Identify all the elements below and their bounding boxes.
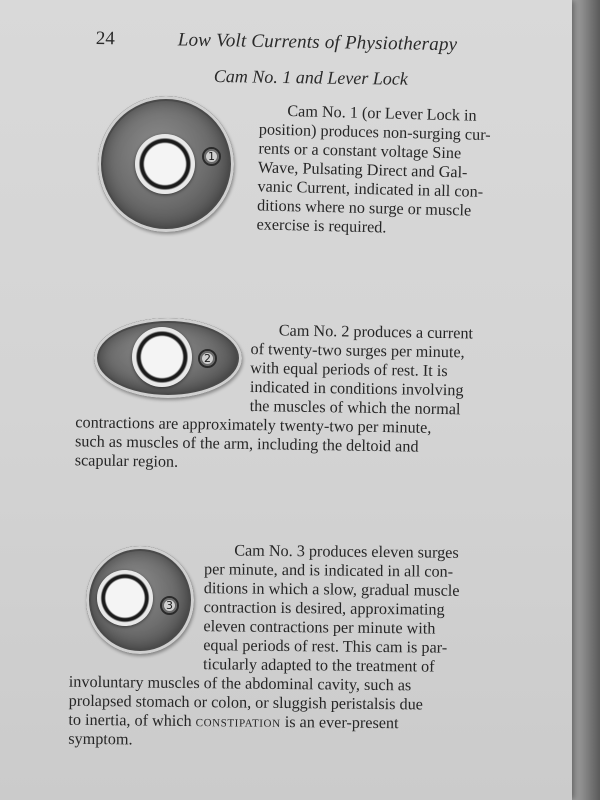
cam-2-hub-ring [132, 327, 192, 387]
cam-1-line: position) produces non-surging cur- [258, 120, 491, 145]
cam-2-line: with equal periods of rest. It is [250, 358, 448, 381]
section-heading: Cam No. 1 and Lever Lock [213, 66, 408, 89]
cam-2-line: scapular region. [74, 451, 179, 471]
cam-1-number-badge: 1 [202, 147, 221, 166]
cam-1-line: vanic Current, indicated in all con- [257, 177, 484, 201]
cam-1-line: exercise is required. [256, 215, 387, 237]
cam-3-line-inertia-post: is an ever-present [280, 712, 399, 733]
cam-3-hub-ring [97, 570, 153, 626]
cam-3-line: ditions in which a slow, gradual muscle [203, 579, 460, 600]
page-number: 24 [95, 28, 115, 50]
cam-3-line: equal periods of rest. This cam is par- [203, 636, 448, 657]
cam-2-line: such as muscles of the arm, including the deltoid and [74, 432, 419, 456]
cam-3-line: ticularly adapted to the treatment of [202, 655, 435, 676]
cam-3-illustration [86, 546, 194, 654]
cam-1-line: Wave, Pulsating Direct and Gal- [257, 158, 468, 182]
cam-3-line: contraction is desired, approximating [203, 598, 445, 619]
cam-2-number-badge: 2 [198, 349, 217, 368]
cam-1-line: rents or a constant voltage Sine [258, 139, 462, 163]
cam-2-line: indicated in conditions involving [249, 377, 464, 400]
running-title: Low Volt Currents of Physiotherapy [177, 29, 458, 56]
cam-3-line: symptom. [68, 729, 133, 749]
cam-2-line: Cam No. 2 produces a current [278, 321, 474, 343]
cam-3-line: Cam No. 3 produces eleven surges [234, 541, 459, 562]
cam-3-line: involuntary muscles of the abdominal cavity, such as [68, 672, 412, 695]
cam-3-line: prolapsed stomach or colon, or sluggish peristalsis due [68, 691, 424, 714]
cam-2-illustration [94, 318, 242, 398]
running-header [96, 28, 476, 61]
cam-1-hub-ring [135, 134, 195, 194]
cam-1-line: Cam No. 1 (or Lever Lock in [287, 102, 477, 125]
cam-1-illustration [98, 96, 234, 232]
constipation-term: constipation [195, 712, 281, 731]
cam-3-number-badge: 3 [160, 596, 179, 615]
cam-2-line: of twenty-two surges per minute, [250, 339, 465, 362]
page-edge [572, 0, 600, 800]
cam-2-line: the muscles of which the normal [249, 396, 461, 419]
cam-3-line: per minute, and is indicated in all con- [203, 560, 454, 581]
cam-3-line-inertia-pre: to inertia, of which [68, 710, 196, 731]
cam-1-line: ditions where no surge or muscle [256, 196, 472, 220]
cam-3-line: eleven contractions per minute with [203, 617, 436, 638]
cam-2-line: contractions are approximately twenty-two per minute, [75, 413, 432, 437]
